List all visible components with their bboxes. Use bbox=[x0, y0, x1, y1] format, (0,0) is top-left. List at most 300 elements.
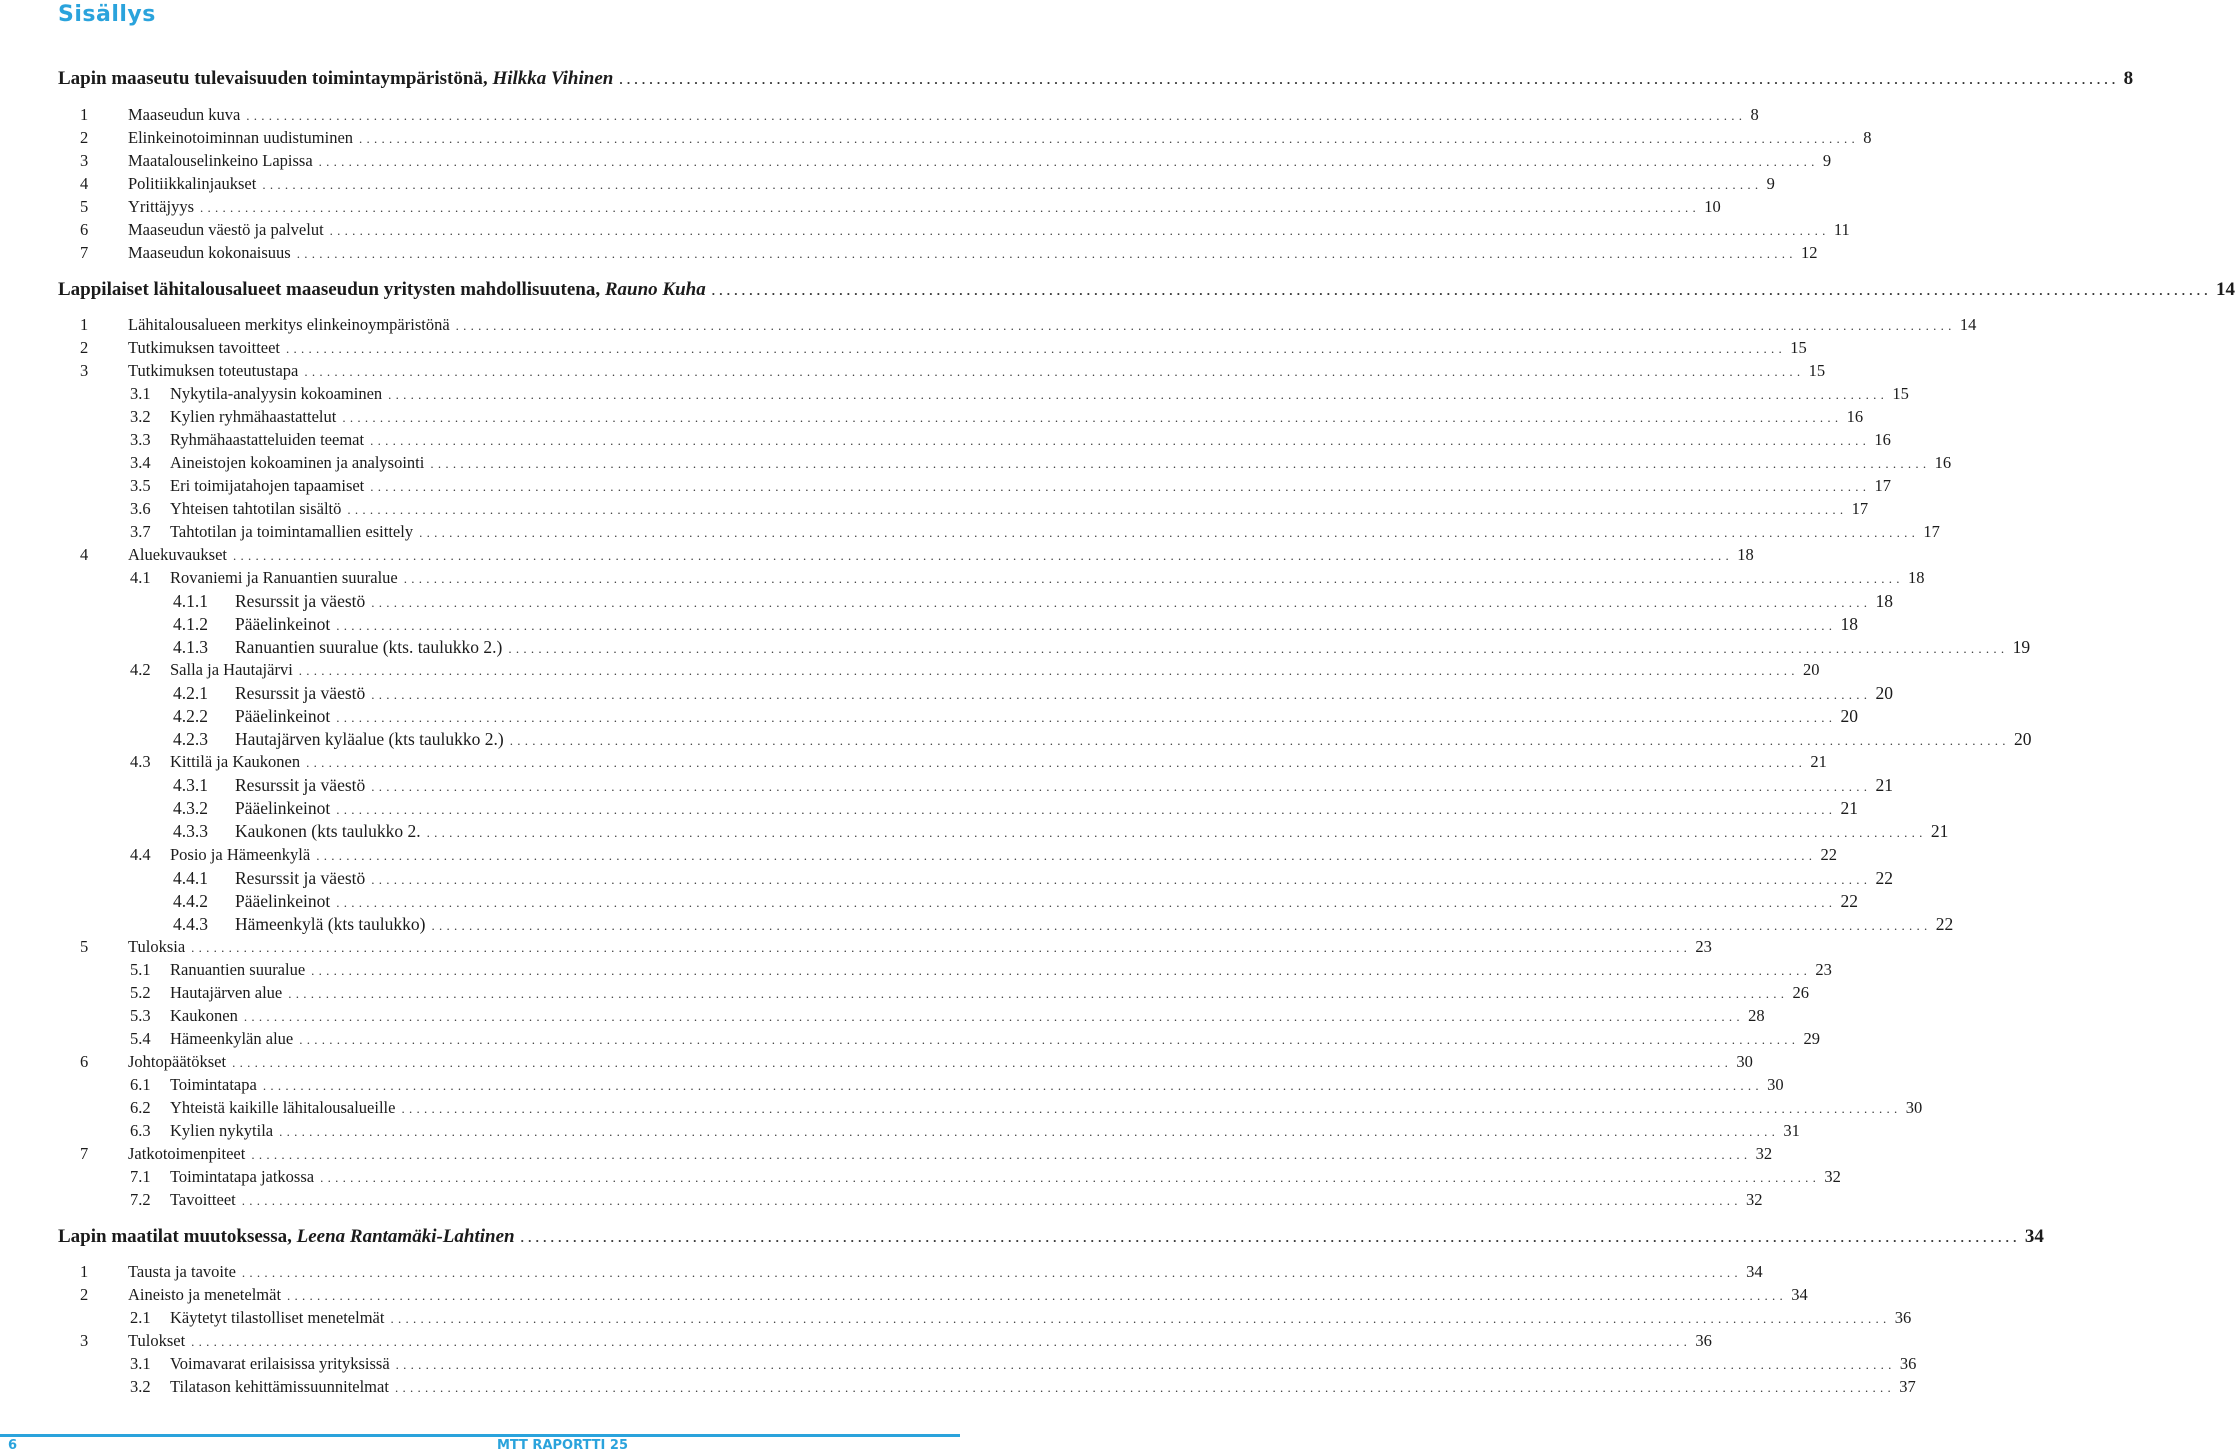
toc-entry-leader-dots: . . . . . . . . . . . . . . . . . . . . . . . . . . . . . . . . . . . . . . . . . . . . . . . . . . . . . . . . . . . . . . . . . . . . . . . . . . . . . . . . . . . . . . . . . . . . . . . . . . . . . . . . . . . . . . . . . . . . . . . . . . . . . . . . . . . . . . . . . . . . . . . . . . . . . . . . . . . . . . . . . . . . . . . . . . . . . . . . . . . . . . . . . . . . . . . . . . . . . . . . bbox=[329, 223, 1826, 238]
toc-entry-leader-dots: . . . . . . . . . . . . . . . . . . . . . . . . . . . . . . . . . . . . . . . . . . . . . . . . . . . . . . . . . . . . . . . . . . . . . . . . . . . . . . . . . . . . . . . . . . . . . . . . . . . . . . . . . . . . . . . . . . . . . . . . . . . . . . . . . . . . . . . . . . . . . . . . . . . . . . . . . . . . . . . . . . . . . . . . . . . . . . . . . . . . . . . . . . . . . . . . . . . . . . . . bbox=[359, 131, 1856, 146]
toc-entry-leader-dots: . . . . . . . . . . . . . . . . . . . . . . . . . . . . . . . . . . . . . . . . . . . . . . . . . . . . . . . . . . . . . . . . . . . . . . . . . . . . . . . . . . . . . . . . . . . . . . . . . . . . . . . . . . . . . . . . . . . . . . . . . . . . . . . . . . . . . . . . . . . . . . . . . . . . . . . . . . . . . . . . . . . . . . . . . . . . . . . . . . . . . . . . . . . . . . . . . . . . . . . . bbox=[286, 341, 1783, 356]
toc-entry-leader-dots: . . . . . . . . . . . . . . . . . . . . . . . . . . . . . . . . . . . . . . . . . . . . . . . . . . . . . . . . . . . . . . . . . . . . . . . . . . . . . . . . . . . . . . . . . . . . . . . . . . . . . . . . . . . . . . . . . . . . . . . . . . . . . . . . . . . . . . . . . . . . . . . . . . . . . . . . . . . . . . . . . . . . . . . . . . . . . . . . . . . . . . . . . . . . . . . . . . . . . . . . bbox=[298, 663, 1796, 678]
toc-entry-number: 2 bbox=[80, 338, 89, 357]
toc-entry-title bbox=[170, 752, 300, 772]
toc-entry bbox=[0, 568, 1925, 588]
toc-entry-page: 32 bbox=[1824, 1167, 1841, 1186]
toc-entry-number: 3.2 bbox=[130, 1377, 151, 1396]
toc-entry bbox=[0, 407, 1864, 427]
toc-entry-page: 30 bbox=[1736, 1052, 1753, 1071]
toc-entry bbox=[0, 821, 1949, 842]
toc-entry-title bbox=[170, 1308, 384, 1328]
toc-entry-leader-dots: . . . . . . . . . . . . . . . . . . . . . . . . . . . . . . . . . . . . . . . . . . . . . . . . . . . . . . . . . . . . . . . . . . . . . . . . . . . . . . . . . . . . . . . . . . . . . . . . . . . . . . . . . . . . . . . . . . . . . . . . . . . . . . . . . . . . . . . . . . . . . . . . . . . . . . . . . . . . . . . . . . . . . . . . . . . . . . . . . . . . . . . . . . . . . . . . . . . . . . . . bbox=[371, 595, 1868, 610]
toc-entry-title bbox=[170, 1377, 389, 1397]
toc-entry-title-text: Kaukonen bbox=[170, 1006, 238, 1025]
toc-entry-page: 21 bbox=[1840, 798, 1859, 818]
toc-entry-title-text: Aineistojen kokoaminen ja analysointi bbox=[170, 453, 425, 472]
toc-entry-leader-dots: . . . . . . . . . . . . . . . . . . . . . . . . . . . . . . . . . . . . . . . . . . . . . . . . . . . . . . . . . . . . . . . . . . . . . . . . . . . . . . . . . . . . . . . . . . . . . . . . . . . . . . . . . . . . . . . . . . . . . . . . . . . . . . . . . . . . . . . . . . . . . . . . . . . . . . . . . . . . . . . . . . . . . . . . . . . . . . . . . . . . . . . . . . . . . . . . . . . . . . . . bbox=[419, 525, 1916, 540]
toc-entry-page: 8 bbox=[1863, 128, 1872, 147]
toc-entry-page: 36 bbox=[1899, 1354, 1917, 1373]
toc-entry bbox=[0, 775, 1894, 796]
toc-entry-title-text: Pääelinkeinot bbox=[235, 706, 331, 726]
toc-entry bbox=[0, 729, 2032, 750]
toc-entry-title bbox=[170, 430, 364, 450]
toc-entry-page: 16 bbox=[1846, 407, 1864, 426]
toc-entry-leader-dots: . . . . . . . . . . . . . . . . . . . . . . . . . . . . . . . . . . . . . . . . . . . . . . . . . . . . . . . . . . . . . . . . . . . . . . . . . . . . . . . . . . . . . . . . . . . . . . . . . . . . . . . . . . . . . . . . . . . . . . . . . . . . . . . . . . . . . . . . . . . . . . . . . . . . . . . . . . . . . . . . . . . . . . . . . . . . . . . . . . . . . . . . . . . . . . . . . . . . . . . . bbox=[394, 1380, 1892, 1395]
toc-entry bbox=[0, 798, 1859, 819]
toc-entry-title-text: Jatkotoimenpiteet bbox=[128, 1144, 246, 1163]
toc-entry bbox=[0, 1098, 1923, 1118]
toc-entry-title-text: Käytetyt tilastolliset menetelmät bbox=[170, 1308, 385, 1327]
toc-entry-title-text: Resurssit ja väestö bbox=[235, 775, 366, 795]
toc-entry-leader-dots: . . . . . . . . . . . . . . . . . . . . . . . . . . . . . . . . . . . . . . . . . . . . . . . . . . . . . . . . . . . . . . . . . . . . . . . . . . . . . . . . . . . . . . . . . . . . . . . . . . . . . . . . . . . . . . . . . . . . . . . . . . . . . . . . . . . . . . . . . . . . . . . . . . . . . . . . . . . . . . . . . . . . . . . . . . . . . . . . . . . . . . . . . . . . . . . . . . . . . . . . bbox=[509, 733, 2006, 748]
toc-entry-leader-dots: . . . . . . . . . . . . . . . . . . . . . . . . . . . . . . . . . . . . . . . . . . . . . . . . . . . . . . . . . . . . . . . . . . . . . . . . . . . . . . . . . . . . . . . . . . . . . . . . . . . . . . . . . . . . . . . . . . . . . . . . . . . . . . . . . . . . . . . . . . . . . . . . . . . . . . . . . . . . . . . . . . . . . . . . . . . . . . . . . . . . . . . . . . . . . . . . . . . . . . . . bbox=[520, 1230, 2017, 1245]
toc-entry-leader-dots: . . . . . . . . . . . . . . . . . . . . . . . . . . . . . . . . . . . . . . . . . . . . . . . . . . . . . . . . . . . . . . . . . . . . . . . . . . . . . . . . . . . . . . . . . . . . . . . . . . . . . . . . . . . . . . . . . . . . . . . . . . . . . . . . . . . . . . . . . . . . . . . . . . . . . . . . . . . . . . . . . . . . . . . . . . . . . . . . . . . . . . . . . . . . . . . . . . . . . . . . bbox=[246, 108, 1743, 123]
toc-entry bbox=[0, 1144, 1773, 1164]
toc-entry-title-text: Tausta ja tavoite bbox=[128, 1262, 236, 1281]
toc-entry-author: Leena Rantamäki-Lahtinen bbox=[296, 1226, 515, 1247]
toc-entry-page: 12 bbox=[1800, 243, 1818, 262]
toc-entry-number: 3.3 bbox=[130, 430, 151, 449]
toc-entry-title bbox=[170, 1121, 273, 1141]
toc-entry-title bbox=[235, 798, 330, 819]
toc-entry-title-text: Tulokset bbox=[128, 1331, 186, 1350]
toc-entry-leader-dots: . . . . . . . . . . . . . . . . . . . . . . . . . . . . . . . . . . . . . . . . . . . . . . . . . . . . . . . . . . . . . . . . . . . . . . . . . . . . . . . . . . . . . . . . . . . . . . . . . . . . . . . . . . . . . . . . . . . . . . . . . . . . . . . . . . . . . . . . . . . . . . . . . . . . . . . . . . . . . . . . . . . . . . . . . . . . . . . . . . . . . . . . . . . . . . . . . . . . . . . . bbox=[431, 918, 1928, 933]
toc-entry-title bbox=[128, 220, 324, 240]
toc-entry-number: 3.1 bbox=[130, 1354, 151, 1373]
toc-entry-leader-dots: . . . . . . . . . . . . . . . . . . . . . . . . . . . . . . . . . . . . . . . . . . . . . . . . . . . . . . . . . . . . . . . . . . . . . . . . . . . . . . . . . . . . . . . . . . . . . . . . . . . . . . . . . . . . . . . . . . . . . . . . . . . . . . . . . . . . . . . . . . . . . . . . . . . . . . . . . . . . . . . . . . . . . . . . . . . . . . . . . . . . . . . . . . . . . . . . . . . . . . . . bbox=[200, 200, 1697, 215]
toc-entry-page: 15 bbox=[1790, 338, 1807, 357]
toc-entry-leader-dots: . . . . . . . . . . . . . . . . . . . . . . . . . . . . . . . . . . . . . . . . . . . . . . . . . . . . . . . . . . . . . . . . . . . . . . . . . . . . . . . . . . . . . . . . . . . . . . . . . . . . . . . . . . . . . . . . . . . . . . . . . . . . . . . . . . . . . . . . . . . . . . . . . . . . . . . . . . . . . . . . . . . . . . . . . . . . . . . . . . . . . . . . . . . . . . . . . . . . . . . . bbox=[262, 177, 1759, 192]
toc-entry-leader-dots: . . . . . . . . . . . . . . . . . . . . . . . . . . . . . . . . . . . . . . . . . . . . . . . . . . . . . . . . . . . . . . . . . . . . . . . . . . . . . . . . . . . . . . . . . . . . . . . . . . . . . . . . . . . . . . . . . . . . . . . . . . . . . . . . . . . . . . . . . . . . . . . . . . . . . . . . . . . . . . . . . . . . . . . . . . . . . . . . . . . . . . . . . . . . . . . . . . . . . . . . bbox=[251, 1147, 1748, 1162]
toc-entry-page: 36 bbox=[1695, 1331, 1712, 1350]
toc-entry-page: 19 bbox=[2012, 637, 2031, 657]
toc-entry bbox=[0, 315, 1977, 335]
toc-entry-title bbox=[235, 891, 330, 912]
toc-entry-title bbox=[170, 568, 398, 588]
toc-entry-page: 32 bbox=[1745, 1190, 1763, 1209]
toc-entry-title-text: Hämeenkylän alue bbox=[170, 1029, 294, 1048]
toc-entry-page: 30 bbox=[1905, 1098, 1923, 1117]
toc-entry bbox=[0, 1121, 1800, 1141]
toc-entry-page: 15 bbox=[1892, 384, 1909, 403]
toc-entry-title bbox=[235, 775, 365, 796]
toc-entry-title bbox=[170, 476, 364, 496]
toc-entry bbox=[0, 752, 1827, 772]
toc-entry-title-text: Toimintatapa jatkossa bbox=[170, 1167, 315, 1186]
toc-entry-page: 14 bbox=[2216, 279, 2235, 300]
toc-entry-number: 1 bbox=[80, 315, 89, 334]
toc-entry-title-text: Yhteisen tahtotilan sisältö bbox=[170, 499, 342, 518]
toc-entry-number: 6 bbox=[80, 1052, 89, 1071]
toc-entry-leader-dots: . . . . . . . . . . . . . . . . . . . . . . . . . . . . . . . . . . . . . . . . . . . . . . . . . . . . . . . . . . . . . . . . . . . . . . . . . . . . . . . . . . . . . . . . . . . . . . . . . . . . . . . . . . . . . . . . . . . . . . . . . . . . . . . . . . . . . . . . . . . . . . . . . . . . . . . . . . . . . . . . . . . . . . . . . . . . . . . . . . . . . . . . . . . . . . . . . . . . . . . . bbox=[711, 283, 2208, 298]
toc-entry-title bbox=[235, 821, 421, 842]
toc-entry bbox=[0, 868, 1894, 889]
toc-entry-title bbox=[235, 591, 365, 612]
toc-entry bbox=[0, 522, 1940, 542]
toc-entry-title-text: Resurssit ja väestö bbox=[235, 868, 366, 888]
toc-entry-title-text: Eri toimijatahojen tapaamiset bbox=[170, 476, 365, 495]
toc-entry bbox=[0, 361, 1826, 381]
toc-entry bbox=[0, 660, 1820, 680]
toc-entry-number: 5.1 bbox=[130, 960, 151, 979]
toc-entry-title bbox=[128, 361, 298, 381]
toc-entry-title bbox=[235, 914, 426, 935]
toc-entry-number: 6.2 bbox=[130, 1098, 151, 1117]
toc-entry-page: 9 bbox=[1766, 174, 1775, 193]
toc-entry-author: Rauno Kuha bbox=[604, 279, 706, 300]
toc-entry-author: Hilkka Vihinen bbox=[492, 68, 614, 89]
toc-entry-title bbox=[170, 1075, 257, 1095]
toc-entry-page: 37 bbox=[1899, 1377, 1916, 1396]
toc-entry-leader-dots: . . . . . . . . . . . . . . . . . . . . . . . . . . . . . . . . . . . . . . . . . . . . . . . . . . . . . . . . . . . . . . . . . . . . . . . . . . . . . . . . . . . . . . . . . . . . . . . . . . . . . . . . . . . . . . . . . . . . . . . . . . . . . . . . . . . . . . . . . . . . . . . . . . . . . . . . . . . . . . . . . . . . . . . . . . . . . . . . . . . . . . . . . . . . . . . . . . . . . . . . bbox=[370, 433, 1867, 448]
toc-entry-number: 4.3.1 bbox=[173, 775, 208, 795]
toc-entry-title bbox=[235, 729, 504, 750]
toc-entry-title-text: Tavoitteet bbox=[170, 1190, 236, 1209]
toc-entry-page: 18 bbox=[1737, 545, 1754, 564]
toc-entry-title bbox=[128, 315, 450, 335]
toc-entry-page: 28 bbox=[1748, 1006, 1765, 1025]
toc-entry-leader-dots: . . . . . . . . . . . . . . . . . . . . . . . . . . . . . . . . . . . . . . . . . . . . . . . . . . . . . . . . . . . . . . . . . . . . . . . . . . . . . . . . . . . . . . . . . . . . . . . . . . . . . . . . . . . . . . . . . . . . . . . . . . . . . . . . . . . . . . . . . . . . . . . . . . . . . . . . . . . . . . . . . . . . . . . . . . . . . . . . . . . . . . . . . . . . . . . . . . . . . . . . bbox=[191, 1334, 1688, 1349]
toc-entry-title bbox=[170, 1354, 390, 1374]
toc-entry-title bbox=[170, 407, 336, 427]
toc-entry-number: 7 bbox=[80, 243, 89, 262]
footer-report-name: MTT RAPORTTI 25 bbox=[496, 1438, 628, 1453]
toc-entry-title-text: Lähitalousalueen merkitys elinkeinoympäristönä bbox=[128, 315, 450, 334]
toc-entry-title-text: Ranuantien suuralue (kts. taulukko 2.) bbox=[235, 637, 503, 657]
toc-entry-title-text: Voimavarat erilaisissa yrityksissä bbox=[170, 1354, 390, 1373]
toc-entry-page: 18 bbox=[1875, 591, 1894, 611]
toc-entry-page: 8 bbox=[1750, 105, 1759, 124]
toc-entry-title-text: Maaseudun kuva bbox=[128, 105, 241, 124]
toc-entry-page: 17 bbox=[1923, 522, 1940, 541]
toc-entry-title-text: Tuloksia bbox=[128, 937, 186, 956]
toc-entry-title-text: Kaukonen (kts taulukko 2. bbox=[235, 821, 421, 841]
toc-entry-number: 2 bbox=[80, 128, 89, 147]
toc-entry-leader-dots: . . . . . . . . . . . . . . . . . . . . . . . . . . . . . . . . . . . . . . . . . . . . . . . . . . . . . . . . . . . . . . . . . . . . . . . . . . . . . . . . . . . . . . . . . . . . . . . . . . . . . . . . . . . . . . . . . . . . . . . . . . . . . . . . . . . . . . . . . . . . . . . . . . . . . . . . . . . . . . . . . . . . . . . . . . . . . . . . . . . . . . . . . . . . . . . . . . . . . . . . bbox=[241, 1193, 1738, 1208]
toc-entry-title-text: Pääelinkeinot bbox=[235, 614, 331, 634]
toc-entry-title bbox=[128, 1262, 236, 1282]
toc-entry-leader-dots: . . . . . . . . . . . . . . . . . . . . . . . . . . . . . . . . . . . . . . . . . . . . . . . . . . . . . . . . . . . . . . . . . . . . . . . . . . . . . . . . . . . . . . . . . . . . . . . . . . . . . . . . . . . . . . . . . . . . . . . . . . . . . . . . . . . . . . . . . . . . . . . . . . . . . . . . . . . . . . . . . . . . . . . . . . . . . . . . . . . . . . . . . . . . . . . . . . . . . . . . bbox=[395, 1357, 1892, 1372]
toc-entry-title-text: Ryhmähaastatteluiden teemat bbox=[170, 430, 365, 449]
toc-entry-title bbox=[128, 174, 256, 194]
toc-entry-page: 22 bbox=[1840, 891, 1859, 911]
toc-entry-title bbox=[235, 706, 330, 727]
toc-entry-number: 4.1.3 bbox=[173, 637, 208, 657]
toc-entry bbox=[0, 637, 2031, 658]
toc-entry-number: 3.6 bbox=[130, 499, 151, 518]
toc-entry bbox=[0, 499, 1869, 519]
toc-entry-title-text: Hautajärven alue bbox=[170, 983, 283, 1002]
toc-entry-leader-dots: . . . . . . . . . . . . . . . . . . . . . . . . . . . . . . . . . . . . . . . . . . . . . . . . . . . . . . . . . . . . . . . . . . . . . . . . . . . . . . . . . . . . . . . . . . . . . . . . . . . . . . . . . . . . . . . . . . . . . . . . . . . . . . . . . . . . . . . . . . . . . . . . . . . . . . . . . . . . . . . . . . . . . . . . . . . . . . . . . . . . . . . . . . . . . . . . . . . . . . . . bbox=[336, 618, 1833, 633]
toc-entry-page: 20 bbox=[1840, 706, 1859, 726]
toc-entry-page: 22 bbox=[1875, 868, 1894, 888]
toc-entry-title-text: Kittilä ja Kaukonen bbox=[170, 752, 301, 771]
toc-entry-title-text: Yrittäjyys bbox=[128, 197, 194, 216]
toc-entry-page: 20 bbox=[1803, 660, 1820, 679]
toc-entry-number: 2 bbox=[80, 1285, 89, 1304]
toc-entry-page: 18 bbox=[1907, 568, 1925, 587]
toc-entry-number: 4.2.3 bbox=[173, 729, 208, 749]
toc-entry-leader-dots: . . . . . . . . . . . . . . . . . . . . . . . . . . . . . . . . . . . . . . . . . . . . . . . . . . . . . . . . . . . . . . . . . . . . . . . . . . . . . . . . . . . . . . . . . . . . . . . . . . . . . . . . . . . . . . . . . . . . . . . . . . . . . . . . . . . . . . . . . . . . . . . . . . . . . . . . . . . . . . . . . . . . . . . . . . . . . . . . . . . . . . . . . . . . . . . . . . . . . . . . bbox=[336, 895, 1833, 910]
toc-entry-number: 7 bbox=[80, 1144, 89, 1163]
toc-entry-page: 22 bbox=[1820, 845, 1837, 864]
toc-entry-leader-dots: . . . . . . . . . . . . . . . . . . . . . . . . . . . . . . . . . . . . . . . . . . . . . . . . . . . . . . . . . . . . . . . . . . . . . . . . . . . . . . . . . . . . . . . . . . . . . . . . . . . . . . . . . . . . . . . . . . . . . . . . . . . . . . . . . . . . . . . . . . . . . . . . . . . . . . . . . . . . . . . . . . . . . . . . . . . . . . . . . . . . . . . . . . . . . . . . . . . . . . . . bbox=[371, 687, 1868, 702]
toc-entry-page: 32 bbox=[1755, 1144, 1773, 1163]
toc-entry-title-text: Aineisto ja menetelmät bbox=[128, 1285, 282, 1304]
toc-entry-number: 5.2 bbox=[130, 983, 151, 1002]
toc-entry-title bbox=[170, 660, 293, 680]
toc-entry-page: 8 bbox=[2123, 68, 2134, 89]
toc-entry-page: 11 bbox=[1833, 220, 1850, 239]
toc-entry-title-text: Posio ja Hämeenkylä bbox=[170, 845, 311, 864]
toc-entry-page: 23 bbox=[1695, 937, 1712, 956]
toc-entry-leader-dots: . . . . . . . . . . . . . . . . . . . . . . . . . . . . . . . . . . . . . . . . . . . . . . . . . . . . . . . . . . . . . . . . . . . . . . . . . . . . . . . . . . . . . . . . . . . . . . . . . . . . . . . . . . . . . . . . . . . . . . . . . . . . . . . . . . . . . . . . . . . . . . . . . . . . . . . . . . . . . . . . . . . . . . . . . . . . . . . . . . . . . . . . . . . . . . . . . . . . . . . . bbox=[296, 246, 1793, 261]
toc-entry-leader-dots: . . . . . . . . . . . . . . . . . . . . . . . . . . . . . . . . . . . . . . . . . . . . . . . . . . . . . . . . . . . . . . . . . . . . . . . . . . . . . . . . . . . . . . . . . . . . . . . . . . . . . . . . . . . . . . . . . . . . . . . . . . . . . . . . . . . . . . . . . . . . . . . . . . . . . . . . . . . . . . . . . . . . . . . . . . . . . . . . . . . . . . . . . . . . . . . . . . . . . . . . bbox=[342, 410, 1839, 425]
toc-entry-leader-dots: . . . . . . . . . . . . . . . . . . . . . . . . . . . . . . . . . . . . . . . . . . . . . . . . . . . . . . . . . . . . . . . . . . . . . . . . . . . . . . . . . . . . . . . . . . . . . . . . . . . . . . . . . . . . . . . . . . . . . . . . . . . . . . . . . . . . . . . . . . . . . . . . . . . . . . . . . . . . . . . . . . . . . . . . . . . . . . . . . . . . . . . . . . . . . . . . . . . . . . . . bbox=[311, 963, 1808, 978]
toc-entry-title bbox=[170, 1190, 236, 1210]
footer-rule bbox=[0, 1434, 960, 1437]
toc-entry-leader-dots: . . . . . . . . . . . . . . . . . . . . . . . . . . . . . . . . . . . . . . . . . . . . . . . . . . . . . . . . . . . . . . . . . . . . . . . . . . . . . . . . . . . . . . . . . . . . . . . . . . . . . . . . . . . . . . . . . . . . . . . . . . . . . . . . . . . . . . . . . . . . . . . . . . . . . . . . . . . . . . . . . . . . . . . . . . . . . . . . . . . . . . . . . . . . . . . . . . . . . . . . bbox=[371, 872, 1868, 887]
toc-entry-page: 23 bbox=[1815, 960, 1832, 979]
toc-entry-page: 20 bbox=[2013, 729, 2032, 749]
toc-entry-leader-dots: . . . . . . . . . . . . . . . . . . . . . . . . . . . . . . . . . . . . . . . . . . . . . . . . . . . . . . . . . . . . . . . . . . . . . . . . . . . . . . . . . . . . . . . . . . . . . . . . . . . . . . . . . . . . . . . . . . . . . . . . . . . . . . . . . . . . . . . . . . . . . . . . . . . . . . . . . . . . . . . . . . . . . . . . . . . . . . . . . . . . . . . . . . . . . . . . . . . . . . . . bbox=[388, 387, 1885, 402]
toc-entry-leader-dots: . . . . . . . . . . . . . . . . . . . . . . . . . . . . . . . . . . . . . . . . . . . . . . . . . . . . . . . . . . . . . . . . . . . . . . . . . . . . . . . . . . . . . . . . . . . . . . . . . . . . . . . . . . . . . . . . . . . . . . . . . . . . . . . . . . . . . . . . . . . . . . . . . . . . . . . . . . . . . . . . . . . . . . . . . . . . . . . . . . . . . . . . . . . . . . . . . . . . . . . . bbox=[371, 779, 1868, 794]
toc-entry-title bbox=[170, 1167, 314, 1187]
toc-entry bbox=[0, 279, 2235, 301]
toc-entry-title bbox=[128, 1285, 281, 1305]
toc-entry-number: 4.3.3 bbox=[173, 821, 208, 841]
toc-entry-title-text: Pääelinkeinot bbox=[235, 891, 331, 911]
toc-entry-number: 3.4 bbox=[130, 453, 151, 472]
toc-entry bbox=[0, 914, 1954, 935]
toc-entry-page: 22 bbox=[1935, 914, 1954, 934]
toc-entry-number: 4.3 bbox=[130, 752, 151, 771]
toc-entry-title bbox=[170, 384, 382, 404]
toc-entry-title bbox=[235, 637, 502, 658]
toc-entry-number: 4.4.1 bbox=[173, 868, 208, 888]
toc-entry-number: 5.4 bbox=[130, 1029, 151, 1048]
toc-entry bbox=[0, 476, 1892, 496]
toc-entry bbox=[0, 1308, 1912, 1328]
toc-entry-leader-dots: . . . . . . . . . . . . . . . . . . . . . . . . . . . . . . . . . . . . . . . . . . . . . . . . . . . . . . . . . . . . . . . . . . . . . . . . . . . . . . . . . . . . . . . . . . . . . . . . . . . . . . . . . . . . . . . . . . . . . . . . . . . . . . . . . . . . . . . . . . . . . . . . . . . . . . . . . . . . . . . . . . . . . . . . . . . . . . . . . . . . . . . . . . . . . . . . . . . . . . . . bbox=[619, 72, 2116, 87]
toc-entry-number: 4.3.2 bbox=[173, 798, 208, 818]
toc-entry-page: 21 bbox=[1875, 775, 1894, 795]
toc-entry bbox=[0, 220, 1850, 240]
toc-entry-page: 20 bbox=[1875, 683, 1894, 703]
toc-entry bbox=[0, 1377, 1916, 1397]
toc-entry-leader-dots: . . . . . . . . . . . . . . . . . . . . . . . . . . . . . . . . . . . . . . . . . . . . . . . . . . . . . . . . . . . . . . . . . . . . . . . . . . . . . . . . . . . . . . . . . . . . . . . . . . . . . . . . . . . . . . . . . . . . . . . . . . . . . . . . . . . . . . . . . . . . . . . . . . . . . . . . . . . . . . . . . . . . . . . . . . . . . . . . . . . . . . . . . . . . . . . . . . . . . . . . bbox=[241, 1265, 1739, 1280]
toc-entry-title-text: Resurssit ja väestö bbox=[235, 683, 366, 703]
toc-entry-page: 31 bbox=[1783, 1121, 1800, 1140]
footer-page-number: 6 bbox=[8, 1438, 18, 1453]
toc-entry bbox=[0, 338, 1807, 358]
toc-entry-page: 21 bbox=[1930, 821, 1949, 841]
toc-entry bbox=[0, 1167, 1841, 1187]
toc-entry-title-text: Resurssit ja väestö bbox=[235, 591, 366, 611]
toc-entry-leader-dots: . . . . . . . . . . . . . . . . . . . . . . . . . . . . . . . . . . . . . . . . . . . . . . . . . . . . . . . . . . . . . . . . . . . . . . . . . . . . . . . . . . . . . . . . . . . . . . . . . . . . . . . . . . . . . . . . . . . . . . . . . . . . . . . . . . . . . . . . . . . . . . . . . . . . . . . . . . . . . . . . . . . . . . . . . . . . . . . . . . . . . . . . . . . . . . . . . . . . . . . . bbox=[279, 1124, 1776, 1139]
toc-entry-page: 34 bbox=[1746, 1262, 1763, 1281]
toc-entry-page: 17 bbox=[1851, 499, 1869, 518]
toc-entry-title bbox=[235, 683, 365, 704]
toc-entry-title bbox=[58, 1226, 515, 1248]
toc-entry-title-text: Tutkimuksen tavoitteet bbox=[128, 338, 281, 357]
toc-entry-number: 1 bbox=[80, 1262, 89, 1281]
toc-entry-number: 3.1 bbox=[130, 384, 151, 403]
toc-entry-title-text: Salla ja Hautajärvi bbox=[170, 660, 293, 679]
toc-entry-number: 4.1.2 bbox=[173, 614, 208, 634]
toc-entry-leader-dots: . . . . . . . . . . . . . . . . . . . . . . . . . . . . . . . . . . . . . . . . . . . . . . . . . . . . . . . . . . . . . . . . . . . . . . . . . . . . . . . . . . . . . . . . . . . . . . . . . . . . . . . . . . . . . . . . . . . . . . . . . . . . . . . . . . . . . . . . . . . . . . . . . . . . . . . . . . . . . . . . . . . . . . . . . . . . . . . . . . . . . . . . . . . . . . . . . . . . . . . . bbox=[430, 456, 1927, 471]
toc-entry-leader-dots: . . . . . . . . . . . . . . . . . . . . . . . . . . . . . . . . . . . . . . . . . . . . . . . . . . . . . . . . . . . . . . . . . . . . . . . . . . . . . . . . . . . . . . . . . . . . . . . . . . . . . . . . . . . . . . . . . . . . . . . . . . . . . . . . . . . . . . . . . . . . . . . . . . . . . . . . . . . . . . . . . . . . . . . . . . . . . . . . . . . . . . . . . . . . . . . . . . . . . . . . bbox=[401, 1101, 1898, 1116]
toc-entry bbox=[0, 384, 1909, 404]
toc-entry-title-text: Rovaniemi ja Ranuantien suuralue bbox=[170, 568, 398, 587]
toc-entry-title bbox=[128, 243, 291, 263]
toc-entry-page: 30 bbox=[1767, 1075, 1784, 1094]
toc-entry-leader-dots: . . . . . . . . . . . . . . . . . . . . . . . . . . . . . . . . . . . . . . . . . . . . . . . . . . . . . . . . . . . . . . . . . . . . . . . . . . . . . . . . . . . . . . . . . . . . . . . . . . . . . . . . . . . . . . . . . . . . . . . . . . . . . . . . . . . . . . . . . . . . . . . . . . . . . . . . . . . . . . . . . . . . . . . . . . . . . . . . . . . . . . . . . . . . . . . . . . . . . . . . bbox=[403, 571, 1900, 586]
toc-entry bbox=[0, 243, 1818, 263]
toc-entry bbox=[0, 706, 1859, 727]
toc-entry-number: 4 bbox=[80, 174, 89, 193]
toc-entry bbox=[0, 430, 1891, 450]
toc-entry-title bbox=[128, 545, 227, 565]
toc-entry-number: 3.5 bbox=[130, 476, 151, 495]
toc-entry bbox=[0, 545, 1754, 565]
toc-entry-title-text: Nykytila-analyysin kokoaminen bbox=[170, 384, 383, 403]
toc-entry-title-text: Aluekuvaukset bbox=[128, 545, 227, 564]
toc-entry-number: 4.2 bbox=[130, 660, 151, 679]
toc-entry bbox=[0, 891, 1859, 912]
toc-entry-number: 7.1 bbox=[130, 1167, 151, 1186]
toc-entry-title-text: Lappilaiset lähitalousalueet maaseudun yritysten mahdollisuutena, bbox=[58, 279, 605, 300]
toc-entry-number: 3 bbox=[80, 361, 89, 380]
toc-entry-page: 9 bbox=[1822, 151, 1832, 170]
toc-entry bbox=[0, 983, 1809, 1003]
toc-entry-number: 4 bbox=[80, 545, 89, 564]
toc-entry bbox=[0, 960, 1832, 980]
toc-entry-number: 4.2.2 bbox=[173, 706, 208, 726]
toc-entry-number: 7.2 bbox=[130, 1190, 151, 1209]
toc-entry-number: 4.2.1 bbox=[173, 683, 208, 703]
toc-entry-number: 3.2 bbox=[130, 407, 151, 426]
toc-entry-title bbox=[128, 105, 240, 125]
toc-entry-title-text: Politiikkalinjaukset bbox=[128, 174, 257, 193]
toc-entry-title bbox=[128, 338, 280, 358]
toc-entry-page: 18 bbox=[1840, 614, 1859, 634]
toc-entry-title bbox=[170, 1006, 238, 1026]
toc-entry-title bbox=[128, 1144, 245, 1164]
toc-entry-title-text: Ranuantien suuralue bbox=[170, 960, 306, 979]
toc-entry-leader-dots: . . . . . . . . . . . . . . . . . . . . . . . . . . . . . . . . . . . . . . . . . . . . . . . . . . . . . . . . . . . . . . . . . . . . . . . . . . . . . . . . . . . . . . . . . . . . . . . . . . . . . . . . . . . . . . . . . . . . . . . . . . . . . . . . . . . . . . . . . . . . . . . . . . . . . . . . . . . . . . . . . . . . . . . . . . . . . . . . . . . . . . . . . . . . . . . . . . . . . . . . bbox=[232, 548, 1730, 563]
toc-entry-leader-dots: . . . . . . . . . . . . . . . . . . . . . . . . . . . . . . . . . . . . . . . . . . . . . . . . . . . . . . . . . . . . . . . . . . . . . . . . . . . . . . . . . . . . . . . . . . . . . . . . . . . . . . . . . . . . . . . . . . . . . . . . . . . . . . . . . . . . . . . . . . . . . . . . . . . . . . . . . . . . . . . . . . . . . . . . . . . . . . . . . . . . . . . . . . . . . . . . . . . . . . . . bbox=[288, 986, 1785, 1001]
toc-entry bbox=[0, 105, 1759, 125]
toc-entry bbox=[0, 614, 1859, 635]
toc-entry-title bbox=[235, 614, 330, 635]
toc-entry bbox=[0, 1285, 1808, 1305]
toc-entry-title-text: Yhteistä kaikille lähitalousalueille bbox=[170, 1098, 396, 1117]
toc-entry-page: 34 bbox=[1791, 1285, 1808, 1304]
toc-entry-number: 4.4.3 bbox=[173, 914, 208, 934]
toc-entry-title-text: Maaseudun kokonaisuus bbox=[128, 243, 291, 262]
toc-entry bbox=[0, 197, 1721, 217]
toc-entry-title bbox=[170, 1098, 395, 1118]
toc-entry-leader-dots: . . . . . . . . . . . . . . . . . . . . . . . . . . . . . . . . . . . . . . . . . . . . . . . . . . . . . . . . . . . . . . . . . . . . . . . . . . . . . . . . . . . . . . . . . . . . . . . . . . . . . . . . . . . . . . . . . . . . . . . . . . . . . . . . . . . . . . . . . . . . . . . . . . . . . . . . . . . . . . . . . . . . . . . . . . . . . . . . . . . . . . . . . . . . . . . . . . . . . . . . bbox=[243, 1009, 1741, 1024]
toc-entry-number: 5.3 bbox=[130, 1006, 151, 1025]
toc-entry-number: 4.1 bbox=[130, 568, 151, 587]
toc-entry bbox=[0, 683, 1894, 704]
toc-entry-title-text: Lapin maatilat muutoksessa, bbox=[58, 1226, 297, 1247]
toc-entry bbox=[0, 937, 1712, 957]
toc-entry-title-text: Hämeenkylä (kts taulukko) bbox=[235, 914, 426, 934]
toc-entry-title bbox=[170, 499, 341, 519]
toc-entry-leader-dots: . . . . . . . . . . . . . . . . . . . . . . . . . . . . . . . . . . . . . . . . . . . . . . . . . . . . . . . . . . . . . . . . . . . . . . . . . . . . . . . . . . . . . . . . . . . . . . . . . . . . . . . . . . . . . . . . . . . . . . . . . . . . . . . . . . . . . . . . . . . . . . . . . . . . . . . . . . . . . . . . . . . . . . . . . . . . . . . . . . . . . . . . . . . . . . . . . . . . . . . . bbox=[306, 755, 1803, 770]
toc-entry-title-text: Hautajärven kyläalue (kts taulukko 2.) bbox=[235, 729, 504, 749]
toc-entry-number: 3 bbox=[80, 151, 89, 170]
toc-entry-title bbox=[128, 128, 353, 148]
toc-entry bbox=[0, 845, 1837, 865]
toc-entry-title-text: Tilatason kehittämissuunnitelmat bbox=[170, 1377, 389, 1396]
toc-entry-page: 26 bbox=[1792, 983, 1809, 1002]
toc-entry-leader-dots: . . . . . . . . . . . . . . . . . . . . . . . . . . . . . . . . . . . . . . . . . . . . . . . . . . . . . . . . . . . . . . . . . . . . . . . . . . . . . . . . . . . . . . . . . . . . . . . . . . . . . . . . . . . . . . . . . . . . . . . . . . . . . . . . . . . . . . . . . . . . . . . . . . . . . . . . . . . . . . . . . . . . . . . . . . . . . . . . . . . . . . . . . . . . . . . . . . . . . . . . bbox=[299, 1032, 1796, 1047]
toc-entry-title bbox=[128, 151, 313, 171]
toc-entry-title-text: Toimintatapa bbox=[170, 1075, 257, 1094]
toc-entry-leader-dots: . . . . . . . . . . . . . . . . . . . . . . . . . . . . . . . . . . . . . . . . . . . . . . . . . . . . . . . . . . . . . . . . . . . . . . . . . . . . . . . . . . . . . . . . . . . . . . . . . . . . . . . . . . . . . . . . . . . . . . . . . . . . . . . . . . . . . . . . . . . . . . . . . . . . . . . . . . . . . . . . . . . . . . . . . . . . . . . . . . . . . . . . . . . . . . . . . . . . . . . . bbox=[508, 641, 2005, 656]
toc-entry-number: 4.4.2 bbox=[173, 891, 208, 911]
toc-entry-number: 5 bbox=[80, 197, 89, 216]
toc-entry-title bbox=[128, 1331, 185, 1351]
toc-entry-title bbox=[58, 279, 706, 301]
toc-entry-title bbox=[170, 1029, 293, 1049]
toc-entry bbox=[0, 1052, 1753, 1072]
toc-entry-leader-dots: . . . . . . . . . . . . . . . . . . . . . . . . . . . . . . . . . . . . . . . . . . . . . . . . . . . . . . . . . . . . . . . . . . . . . . . . . . . . . . . . . . . . . . . . . . . . . . . . . . . . . . . . . . . . . . . . . . . . . . . . . . . . . . . . . . . . . . . . . . . . . . . . . . . . . . . . . . . . . . . . . . . . . . . . . . . . . . . . . . . . . . . . . . . . . . . . . . . . . . . . bbox=[320, 1170, 1817, 1185]
toc-entry-number: 2.1 bbox=[130, 1308, 151, 1327]
toc-entry-page: 14 bbox=[1959, 315, 1977, 334]
toc-entry-leader-dots: . . . . . . . . . . . . . . . . . . . . . . . . . . . . . . . . . . . . . . . . . . . . . . . . . . . . . . . . . . . . . . . . . . . . . . . . . . . . . . . . . . . . . . . . . . . . . . . . . . . . . . . . . . . . . . . . . . . . . . . . . . . . . . . . . . . . . . . . . . . . . . . . . . . . . . . . . . . . . . . . . . . . . . . . . . . . . . . . . . . . . . . . . . . . . . . . . . . . . . . . bbox=[318, 154, 1815, 169]
toc-entry-number: 1 bbox=[80, 105, 89, 124]
toc-entry-number: 3.7 bbox=[130, 522, 151, 541]
toc-entry-title-text: Elinkeinotoiminnan uudistuminen bbox=[128, 128, 354, 147]
toc-entry bbox=[0, 68, 2134, 90]
toc-entry-page: 16 bbox=[1934, 453, 1952, 472]
toc-entry-page: 16 bbox=[1874, 430, 1891, 449]
toc-entry-page: 17 bbox=[1874, 476, 1892, 495]
toc-entry-leader-dots: . . . . . . . . . . . . . . . . . . . . . . . . . . . . . . . . . . . . . . . . . . . . . . . . . . . . . . . . . . . . . . . . . . . . . . . . . . . . . . . . . . . . . . . . . . . . . . . . . . . . . . . . . . . . . . . . . . . . . . . . . . . . . . . . . . . . . . . . . . . . . . . . . . . . . . . . . . . . . . . . . . . . . . . . . . . . . . . . . . . . . . . . . . . . . . . . . . . . . . . . bbox=[262, 1078, 1760, 1093]
toc-entry-leader-dots: . . . . . . . . . . . . . . . . . . . . . . . . . . . . . . . . . . . . . . . . . . . . . . . . . . . . . . . . . . . . . . . . . . . . . . . . . . . . . . . . . . . . . . . . . . . . . . . . . . . . . . . . . . . . . . . . . . . . . . . . . . . . . . . . . . . . . . . . . . . . . . . . . . . . . . . . . . . . . . . . . . . . . . . . . . . . . . . . . . . . . . . . . . . . . . . . . . . . . . . . bbox=[232, 1055, 1729, 1070]
toc-entry bbox=[0, 1029, 1820, 1049]
toc-entry-title bbox=[128, 937, 185, 957]
toc-entry-title bbox=[170, 522, 413, 542]
toc-entry-leader-dots: . . . . . . . . . . . . . . . . . . . . . . . . . . . . . . . . . . . . . . . . . . . . . . . . . . . . . . . . . . . . . . . . . . . . . . . . . . . . . . . . . . . . . . . . . . . . . . . . . . . . . . . . . . . . . . . . . . . . . . . . . . . . . . . . . . . . . . . . . . . . . . . . . . . . . . . . . . . . . . . . . . . . . . . . . . . . . . . . . . . . . . . . . . . . . . . . . . . . . . . . bbox=[347, 502, 1844, 517]
toc-entry-title bbox=[128, 1052, 226, 1072]
toc-entry-leader-dots: . . . . . . . . . . . . . . . . . . . . . . . . . . . . . . . . . . . . . . . . . . . . . . . . . . . . . . . . . . . . . . . . . . . . . . . . . . . . . . . . . . . . . . . . . . . . . . . . . . . . . . . . . . . . . . . . . . . . . . . . . . . . . . . . . . . . . . . . . . . . . . . . . . . . . . . . . . . . . . . . . . . . . . . . . . . . . . . . . . . . . . . . . . . . . . . . . . . . . . . . bbox=[370, 479, 1867, 494]
toc-entry-number: 4.4 bbox=[130, 845, 151, 864]
toc-entry-title-text: Johtopäätökset bbox=[128, 1052, 227, 1071]
toc-entry-leader-dots: . . . . . . . . . . . . . . . . . . . . . . . . . . . . . . . . . . . . . . . . . . . . . . . . . . . . . . . . . . . . . . . . . . . . . . . . . . . . . . . . . . . . . . . . . . . . . . . . . . . . . . . . . . . . . . . . . . . . . . . . . . . . . . . . . . . . . . . . . . . . . . . . . . . . . . . . . . . . . . . . . . . . . . . . . . . . . . . . . . . . . . . . . . . . . . . . . . . . . . . . bbox=[336, 710, 1833, 725]
toc-entry-title bbox=[58, 68, 613, 90]
toc-entry-number: 5 bbox=[80, 937, 89, 956]
toc-entry-page: 36 bbox=[1894, 1308, 1912, 1327]
toc-entry-title-text: Maatalouselinkeino Lapissa bbox=[128, 151, 313, 170]
toc-entry bbox=[0, 1006, 1765, 1026]
toc-entry-title-text: Maaseudun väestö ja palvelut bbox=[128, 220, 324, 239]
toc-entry-leader-dots: . . . . . . . . . . . . . . . . . . . . . . . . . . . . . . . . . . . . . . . . . . . . . . . . . . . . . . . . . . . . . . . . . . . . . . . . . . . . . . . . . . . . . . . . . . . . . . . . . . . . . . . . . . . . . . . . . . . . . . . . . . . . . . . . . . . . . . . . . . . . . . . . . . . . . . . . . . . . . . . . . . . . . . . . . . . . . . . . . . . . . . . . . . . . . . . . . . . . . . . . bbox=[390, 1311, 1887, 1326]
toc-entry-page: 34 bbox=[2024, 1226, 2044, 1247]
toc-entry-title-text: Tahtotilan ja toimintamallien esittely bbox=[170, 522, 414, 541]
toc-entry-title-text: Pääelinkeinot bbox=[235, 798, 331, 818]
toc-entry-number: 4.1.1 bbox=[173, 591, 208, 611]
toc-entry bbox=[0, 1075, 1784, 1095]
toc-entry bbox=[0, 1262, 1763, 1282]
toc-entry-title bbox=[170, 983, 282, 1003]
